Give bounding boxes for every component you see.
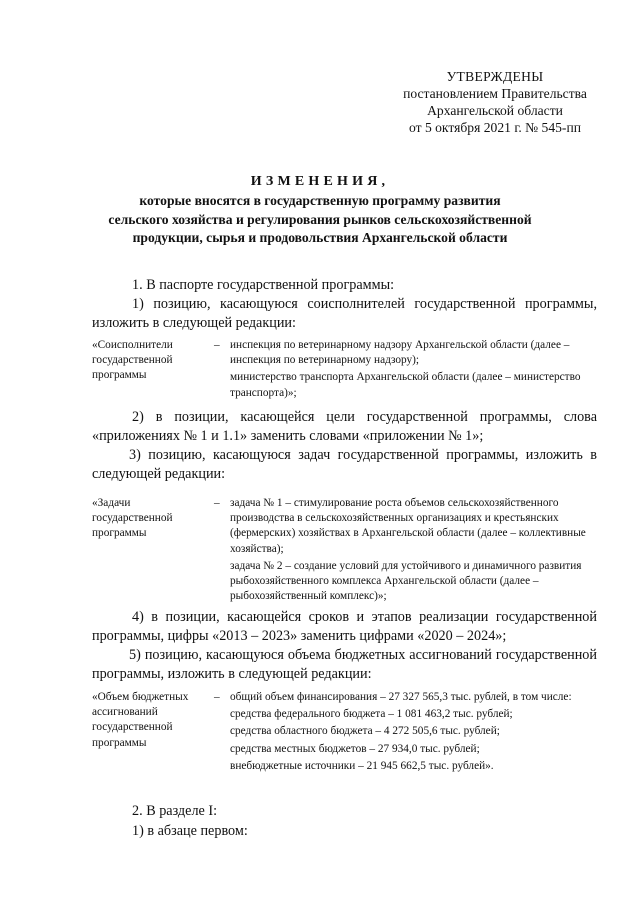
table-item: средства областного бюджета – 4 272 505,6 тыс. рублей; xyxy=(230,725,500,738)
approval-line: постановлением Правительства xyxy=(403,86,587,101)
table-budget xyxy=(92,690,597,794)
table-text xyxy=(230,690,590,776)
table-item: задача № 2 – создание условий для устойчивого и динамичного развития рыбохозяйственного комплекса Архангельской области (далее – рыбохозяйственный комплекс)»; xyxy=(230,559,582,603)
title-line: которые вносятся в государственную программу развития xyxy=(139,193,501,208)
approval-block xyxy=(380,68,610,136)
table-dash: – xyxy=(214,691,220,703)
table-text xyxy=(230,496,590,606)
table-text xyxy=(230,338,590,403)
document-title xyxy=(60,172,580,248)
table-item: средства федерального бюджета – 1 081 463,2 тыс. рублей; xyxy=(230,708,513,721)
paragraph-item-1: 1) позицию, касающуюся соисполнителей государственной программы, изложить в следующей редакции: xyxy=(92,296,597,331)
table-label: «Задачи государственной программы xyxy=(92,497,173,540)
table-label: «Объем бюджетных ассигнований государственной программы xyxy=(92,691,189,749)
approval-heading: УТВЕРЖДЕНЫ xyxy=(446,69,544,84)
paragraph-section-1: 1. В паспорте государственной программы: xyxy=(132,277,395,293)
table-item: задача № 1 – стимулирование роста объемов сельскохозяйственного производства в сельскохозяйственных организациях и крестьянских (фермерских) хозяйствах в Архангельской области (далее – коллективные хозяйства); xyxy=(230,497,586,555)
table-item: внебюджетные источники – 21 945 662,5 тыс. рублей». xyxy=(230,759,494,772)
table-item: общий объем финансирования – 27 327 565,3 тыс. рублей, в том числе: xyxy=(230,691,572,703)
approval-line: Архангельской области xyxy=(427,103,563,118)
table-tasks xyxy=(92,496,597,604)
paragraph-item-5: 5) позицию, касающуюся объема бюджетных ассигнований государственной программы, изложить в следующей редакции: xyxy=(92,647,597,682)
approval-date: от 5 октября 2021 г. № 545-пп xyxy=(408,120,581,135)
title-line: продукции, сырья и продовольствия Архангельской области xyxy=(132,230,508,245)
title-heading: ИЗМЕНЕНИЯ, xyxy=(250,174,390,189)
table-item: министерство транспорта Архангельской области (далее – министерство транспорта)»; xyxy=(230,371,581,399)
title-line: сельского хозяйства и регулирования рынков сельскохозяйственной xyxy=(108,211,532,227)
paragraph-item-3: 3) позицию, касающуюся задач государственной программы, изложить в следующей редакции: xyxy=(92,447,597,482)
paragraph-section-2: 2. В разделе I: xyxy=(132,803,218,819)
table-item: средства местных бюджетов – 27 934,0 тыс. рублей; xyxy=(230,742,480,755)
table-label: «Соисполнители государственной программы xyxy=(92,339,173,382)
table-dash: – xyxy=(214,497,220,509)
table-dash: – xyxy=(214,339,220,351)
table-item: инспекция по ветеринарному надзору Архангельской области (далее – инспекция по ветеринарному надзору); xyxy=(230,339,570,367)
paragraph-item-4: 4) в позиции, касающейся сроков и этапов реализации государственной программы, цифры «2013 – 2023» заменить цифрами «2020 – 2024»; xyxy=(92,609,597,644)
paragraph-subitem-1: 1) в абзаце первом: xyxy=(132,823,248,839)
table-coexecutors xyxy=(92,338,597,402)
paragraph-item-2: 2) в позиции, касающейся цели государственной программы, слова «приложениях № 1 и 1.1» заменить словами «приложении № 1»; xyxy=(92,409,597,444)
